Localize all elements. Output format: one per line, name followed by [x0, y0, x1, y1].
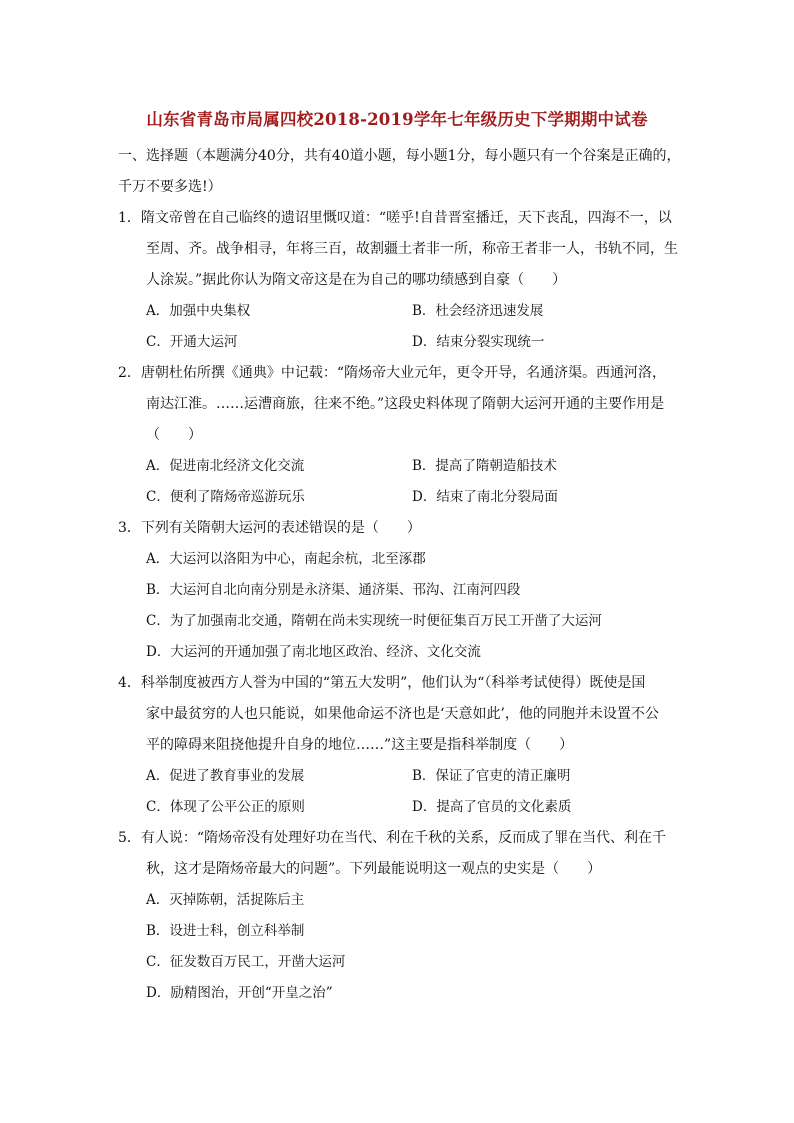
question-2-option-b: B．提高了隋朝造船技术 — [412, 458, 557, 474]
exam-title: 山东省青岛市局属四校2018-2019学年七年级历史下学期期中试卷 — [146, 110, 648, 129]
question-5-option-b: B．设进士科，创立科举制 — [146, 923, 305, 939]
question-3-option-b: B．大运河自北向南分别是永济渠、通济渠、邗沟、江南河四段 — [146, 582, 521, 598]
question-2-text-line-1: 2．唐朝杜佑所撰《通典》中记载：“隋炀帝大业元年，更令开导，名通济渠。西通河洛， — [118, 365, 667, 381]
question-1-option-b: B．杜会经济迅速发展 — [412, 303, 544, 319]
question-4-text-line-3: 平的障碍来阻挠他提升自身的地位……”这主要是指科举制度（ ） — [146, 737, 574, 753]
question-2-option-c: C．便利了隋炀帝巡游玩乐 — [146, 489, 305, 505]
question-3-option-a: A．大运河以洛阳为中心，南起余杭，北至涿郡 — [146, 551, 426, 567]
question-3-text-line-1: 3．下列有关隋朝大运河的表述错误的是（ ） — [118, 520, 421, 536]
question-4-option-c: C．体现了公平公正的原则 — [146, 799, 305, 815]
section-heading-line-1: 一、选择题（本题满分40分，共有40道小题，每小题1分，每小题只有一个谷案是正确的， — [118, 148, 681, 164]
question-1-option-d: D．结束分裂实现统一 — [412, 334, 545, 350]
question-4-text-line-2: 家中最贫穷的人也只能说，如果他命运不济也是‘天意如此’，他的同胞并未设置不公 — [146, 706, 659, 722]
question-5-option-c: C．征发数百万民工，开凿大运河 — [146, 954, 346, 970]
question-5-option-d: D．励精图治，开创“开皇之治” — [146, 985, 333, 1001]
question-4-option-a: A．促进了教育事业的发展 — [146, 768, 305, 784]
question-1-text-line-1: 1．隋文帝曾在自己临终的遗诏里慨叹道：“嗟乎!自昔晋室播迁，天下丧乱，四海不一，以 — [118, 210, 672, 226]
section-heading-line-2: 千万不要多选!） — [118, 179, 222, 195]
question-1-text-line-3: 人涂炭。”据此你认为隋文帝这是在为自己的哪功绩感到自豪（ ） — [146, 272, 567, 288]
question-4-option-b: B．保证了官吏的清正廉明 — [412, 768, 571, 784]
question-3-option-c: C．为了加强南北交通，隋朝在尚未实现统一时便征集百万民工开凿了大运河 — [146, 613, 602, 629]
question-2-text-line-2: 南达江淮。……运漕商旅，往来不绝。”这段史料体现了隋朝大运河开通的主要作用是 — [146, 396, 665, 412]
question-5-option-a: A．灭掉陈朝，活捉陈后主 — [146, 892, 305, 908]
question-1-option-c: C．开通大运河 — [146, 334, 238, 350]
question-1-text-line-2: 至周、齐。战争相寻，年将三百，故割疆土者非一所，称帝王者非一人，书轨不同，生 — [146, 241, 678, 257]
question-3-option-d: D．大运河的开通加强了南北地区政治、经济、文化交流 — [146, 644, 481, 660]
question-1-option-a: A．加强中央集权 — [146, 303, 251, 319]
question-5-text-line-2: 秋，这才是隋炀帝最大的问题”。下列最能说明这一观点的史实是（ ） — [146, 861, 602, 877]
question-5-text-line-1: 5．有人说：“隋炀帝没有处理好功在当代、利在千秋的关系，反而成了罪在当代、利在千 — [118, 830, 667, 846]
question-2-text-line-3: （ ） — [146, 427, 202, 443]
question-4-option-d: D．提高了官员的文化素质 — [412, 799, 572, 815]
question-2-option-d: D．结束了南北分裂局面 — [412, 489, 558, 505]
question-4-text-line-1: 4．科举制度被西方人誉为中国的“第五大发明”，他们认为“（科举考试使得）既使是国 — [118, 675, 646, 691]
question-2-option-a: A．促进南北经济文化交流 — [146, 458, 305, 474]
